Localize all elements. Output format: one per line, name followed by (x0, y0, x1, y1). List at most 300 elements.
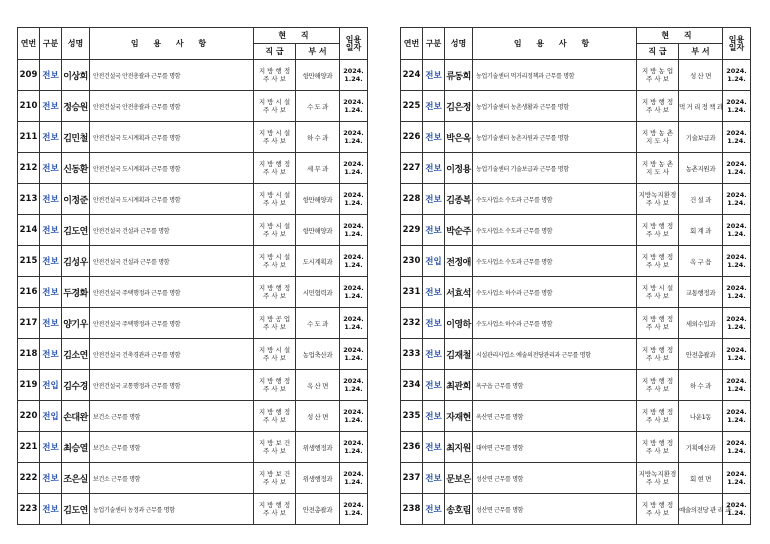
row-date-line1: 2024. (726, 315, 747, 323)
row-rank-line2: 주 사 보 (646, 385, 669, 393)
row-date-line2: 1.24. (344, 168, 363, 176)
row-date-line1: 2024. (726, 439, 747, 447)
row-division: 전보 (40, 122, 62, 153)
row-number: 219 (18, 370, 40, 401)
row-date (340, 432, 368, 463)
row-rank-line2: 주 사 보 (646, 292, 669, 300)
row-name: 전정애 (445, 246, 473, 277)
row-appointment: 농업기술센터 농촌생활과 근무를 명함 (473, 91, 637, 122)
row-dept: 하 수 과 (296, 122, 340, 153)
row-appointment: 옥구읍 근무를 명함 (473, 370, 637, 401)
row-rank-line2: 주 사 보 (646, 323, 669, 331)
row-rank-line1: 지 방 시 설 (258, 346, 291, 354)
row-dept: 위생행정과 (296, 432, 340, 463)
row-date-line2: 1.24. (344, 323, 363, 331)
row-division: 전보 (40, 308, 62, 339)
table-row (401, 370, 751, 401)
table-row (401, 91, 751, 122)
row-date-line2: 1.24. (727, 354, 746, 362)
row-name: 신동환 (62, 153, 90, 184)
row-date-line1: 2024. (343, 501, 364, 509)
row-number: 229 (401, 215, 423, 246)
table-row (18, 277, 368, 308)
row-name: 김성우 (62, 246, 90, 277)
header-current: 현 직 (637, 28, 723, 44)
row-rank-line1: 지 방 행 정 (641, 253, 674, 261)
row-date-line1: 2024. (726, 377, 747, 385)
appointment-table-left (17, 27, 368, 525)
row-date-line1: 2024. (726, 67, 747, 75)
row-dept: 먹 거 리 정 책 과 (679, 91, 723, 122)
row-number: 214 (18, 215, 40, 246)
row-date-line1: 2024. (726, 253, 747, 261)
row-date-line2: 1.24. (727, 75, 746, 83)
row-division: 전보 (40, 91, 62, 122)
row-rank-line1: 지 방 행 정 (641, 222, 674, 230)
row-date-line1: 2024. (343, 222, 364, 230)
row-date-line2: 1.24. (344, 75, 363, 83)
row-rank-line2: 주 사 보 (646, 447, 669, 455)
row-division: 전보 (423, 339, 445, 370)
header-no: 연번 (18, 28, 40, 60)
row-division: 전보 (40, 246, 62, 277)
table-row (401, 277, 751, 308)
table-row (401, 432, 751, 463)
row-name: 조은실 (62, 463, 90, 494)
row-division: 전보 (40, 339, 62, 370)
row-division: 전보 (423, 91, 445, 122)
row-appointment: 농업기술센터 기술보급과 근무를 명함 (473, 153, 637, 184)
table-row (18, 339, 368, 370)
row-rank-line2: 주 사 보 (263, 354, 286, 362)
row-number: 221 (18, 432, 40, 463)
row-division: 전보 (40, 215, 62, 246)
table-row (401, 60, 751, 91)
row-rank-line1: 지 방 보 건 (258, 470, 291, 478)
row-date-line1: 2024. (726, 408, 747, 416)
table-row (401, 401, 751, 432)
row-date (723, 432, 751, 463)
row-date-line2: 1.24. (727, 447, 746, 455)
appointment-table-right (400, 27, 751, 525)
row-number: 227 (401, 153, 423, 184)
row-date (723, 370, 751, 401)
row-appointment: 안전건설국 주택행정과 근무를 명함 (90, 277, 254, 308)
row-rank-line2: 주 사 보 (646, 354, 669, 362)
header-dept: 부 서 (296, 44, 340, 60)
row-date-line1: 2024. (343, 346, 364, 354)
header-date (340, 28, 368, 60)
row-rank (637, 494, 679, 525)
row-number: 216 (18, 277, 40, 308)
row-name: 김은정 (445, 91, 473, 122)
table-row (18, 401, 368, 432)
row-appointment: 안전건설국 도시계획과 근무를 명함 (90, 184, 254, 215)
row-rank (637, 463, 679, 494)
row-date (723, 91, 751, 122)
row-rank-line2: 주 사 보 (646, 75, 669, 83)
row-rank-line1: 지 방 시 설 (258, 191, 291, 199)
row-dept: 세 무 과 (296, 153, 340, 184)
row-appointment: 성산면 근무를 명함 (473, 463, 637, 494)
row-dept: 세외수입과 (679, 308, 723, 339)
row-rank-line2: 주 사 보 (263, 75, 286, 83)
row-appointment: 안전건설국 건설과 근무를 명함 (90, 215, 254, 246)
row-rank-line2: 주 사 보 (263, 261, 286, 269)
row-rank-line1: 지 방 행 정 (641, 98, 674, 106)
header-appointment: 임 용 사 항 (473, 28, 637, 60)
table-row (18, 370, 368, 401)
row-name: 이영하 (445, 308, 473, 339)
row-rank-line2: 주 사 보 (263, 137, 286, 145)
row-dept: 수 도 과 (296, 308, 340, 339)
row-rank-line1: 지 방 농 업 (641, 67, 674, 75)
row-division: 전보 (40, 184, 62, 215)
row-number: 212 (18, 153, 40, 184)
table-row (401, 246, 751, 277)
row-division: 전보 (40, 153, 62, 184)
row-name: 김수경 (62, 370, 90, 401)
row-appointment: 대야면 근무를 명함 (473, 432, 637, 463)
header-division: 구분 (423, 28, 445, 60)
row-dept: 옥 구 읍 (679, 246, 723, 277)
row-name: 최승열 (62, 432, 90, 463)
row-number: 209 (18, 60, 40, 91)
row-date-line2: 1.24. (727, 199, 746, 207)
table-row (401, 215, 751, 246)
row-dept: 안전총괄과 (679, 339, 723, 370)
row-division: 전보 (40, 60, 62, 91)
row-rank (637, 308, 679, 339)
row-date-line1: 2024. (343, 129, 364, 137)
row-rank (254, 370, 296, 401)
header-rank: 직 급 (254, 44, 296, 60)
row-number: 223 (18, 494, 40, 525)
row-rank-line1: 지 방 시 설 (258, 129, 291, 137)
row-dept: 성 산 면 (679, 60, 723, 91)
row-rank-line1: 지 방 시 설 (258, 222, 291, 230)
row-appointment: 수도사업소 수도과 근무를 명함 (473, 246, 637, 277)
row-rank-line2: 주 사 보 (263, 509, 286, 517)
row-date-line2: 1.24. (727, 478, 746, 486)
header-appointment: 임 용 사 항 (90, 28, 254, 60)
row-date-line1: 2024. (343, 160, 364, 168)
row-rank (637, 122, 679, 153)
row-rank (637, 339, 679, 370)
row-appointment: 옥산면 근무를 명함 (473, 401, 637, 432)
row-number: 222 (18, 463, 40, 494)
row-date-line1: 2024. (726, 160, 747, 168)
row-rank-line2: 주 사 보 (263, 416, 286, 424)
row-date (723, 215, 751, 246)
row-date (340, 91, 368, 122)
row-date-line2: 1.24. (344, 106, 363, 114)
row-date-line1: 2024. (343, 439, 364, 447)
row-appointment: 안전건설국 건축경관과 근무를 명함 (90, 339, 254, 370)
row-date (340, 277, 368, 308)
row-dept: 안전총괄과 (296, 494, 340, 525)
row-date-line2: 1.24. (344, 230, 363, 238)
row-rank-line1: 지 방 농 촌 (641, 160, 674, 168)
row-rank (254, 494, 296, 525)
table-row (18, 153, 368, 184)
row-date-line2: 1.24. (727, 416, 746, 424)
row-date (723, 184, 751, 215)
row-date (340, 339, 368, 370)
row-rank-line2: 지 도 사 (646, 137, 669, 145)
row-date (723, 308, 751, 339)
row-rank-line2: 주 사 보 (263, 323, 286, 331)
row-name: 박은옥 (445, 122, 473, 153)
row-date-line2: 1.24. (344, 478, 363, 486)
row-rank (637, 215, 679, 246)
row-name: 김재철 (445, 339, 473, 370)
row-name: 박순주 (445, 215, 473, 246)
row-rank-line1: 지 방 행 정 (641, 377, 674, 385)
row-rank-line1: 지 방 시 설 (641, 284, 674, 292)
row-division: 전입 (40, 370, 62, 401)
row-date (340, 308, 368, 339)
row-rank-line2: 주 사 보 (263, 292, 286, 300)
row-dept: 회 현 면 (679, 463, 723, 494)
row-name: 송호림 (445, 494, 473, 525)
row-appointment: 성산면 근무를 명함 (473, 494, 637, 525)
row-appointment: 수도사업소 하수과 근무를 명함 (473, 308, 637, 339)
row-appointment: 수도사업소 하수과 근무를 명함 (473, 277, 637, 308)
row-date-line1: 2024. (726, 129, 747, 137)
row-name: 손대완 (62, 401, 90, 432)
row-division: 전보 (423, 463, 445, 494)
row-number: 210 (18, 91, 40, 122)
row-dept: 위생행정과 (296, 463, 340, 494)
row-rank-line1: 지 방 행 정 (258, 408, 291, 416)
row-number: 211 (18, 122, 40, 153)
row-date-line1: 2024. (726, 346, 747, 354)
row-name: 이정용 (445, 153, 473, 184)
row-rank-line1: 지 방 행 정 (641, 315, 674, 323)
row-dept: 농업축산과 (296, 339, 340, 370)
row-name: 김민철 (62, 122, 90, 153)
row-rank-line1: 지 방 행 정 (641, 439, 674, 447)
row-number: 228 (401, 184, 423, 215)
row-date-line2: 1.24. (727, 137, 746, 145)
table-row (401, 122, 751, 153)
row-appointment: 보건소 근무를 명함 (90, 463, 254, 494)
row-rank (254, 184, 296, 215)
row-rank (254, 401, 296, 432)
row-date (340, 370, 368, 401)
row-date (340, 246, 368, 277)
row-number: 236 (401, 432, 423, 463)
row-rank (254, 122, 296, 153)
header-name: 성명 (62, 28, 90, 60)
table-row (401, 494, 751, 525)
row-rank-line1: 지 방 행 정 (641, 408, 674, 416)
header-current: 현 직 (254, 28, 340, 44)
row-number: 224 (401, 60, 423, 91)
table-row (18, 432, 368, 463)
row-number: 230 (401, 246, 423, 277)
row-rank (254, 246, 296, 277)
row-dept: 항만해양과 (296, 215, 340, 246)
row-rank (637, 91, 679, 122)
header-rank: 직 급 (637, 44, 679, 60)
row-rank (254, 91, 296, 122)
row-dept: 농촌지원과 (679, 153, 723, 184)
row-appointment: 안전건설국 도시계획과 근무를 명함 (90, 153, 254, 184)
header-dept: 부 서 (679, 44, 723, 60)
row-date-line1: 2024. (343, 191, 364, 199)
row-number: 238 (401, 494, 423, 525)
row-date-line2: 1.24. (344, 292, 363, 300)
row-number: 237 (401, 463, 423, 494)
row-rank-line1: 지 방 행 정 (258, 160, 291, 168)
row-rank (637, 184, 679, 215)
row-date-line2: 1.24. (727, 261, 746, 269)
row-dept: 옥 산 면 (296, 370, 340, 401)
row-number: 232 (401, 308, 423, 339)
row-rank-line2: 주 사 보 (263, 168, 286, 176)
row-rank (254, 339, 296, 370)
row-rank (254, 60, 296, 91)
row-rank-line2: 주 사 보 (263, 230, 286, 238)
row-date-line2: 1.24. (727, 509, 746, 517)
row-date (723, 246, 751, 277)
row-rank (637, 60, 679, 91)
row-rank-line1: 지 방 행 정 (641, 346, 674, 354)
row-rank-line2: 주 사 보 (263, 199, 286, 207)
row-date-line2: 1.24. (344, 509, 363, 517)
row-date-line1: 2024. (726, 284, 747, 292)
row-rank (254, 308, 296, 339)
row-name: 김도연 (62, 494, 90, 525)
row-date-line2: 1.24. (727, 230, 746, 238)
header-name: 성명 (445, 28, 473, 60)
row-dept: 항만해양과 (296, 184, 340, 215)
row-date (340, 184, 368, 215)
header-no: 연번 (401, 28, 423, 60)
row-number: 234 (401, 370, 423, 401)
row-appointment: 보건소 근무를 명함 (90, 432, 254, 463)
row-date-line1: 2024. (343, 470, 364, 478)
row-rank (637, 246, 679, 277)
row-date-line1: 2024. (726, 470, 747, 478)
row-rank-line2: 지 도 사 (646, 168, 669, 176)
row-appointment: 안전건설국 주택행정과 근무를 명함 (90, 308, 254, 339)
row-date-line1: 2024. (726, 222, 747, 230)
table-body-left (18, 60, 368, 525)
row-appointment: 시설관리사업소 예술의전당관리과 근무를 명함 (473, 339, 637, 370)
row-date-line2: 1.24. (727, 323, 746, 331)
row-date-line1: 2024. (726, 98, 747, 106)
row-name: 정승원 (62, 91, 90, 122)
row-division: 전보 (40, 277, 62, 308)
row-date (340, 153, 368, 184)
row-rank-line2: 주 사 보 (646, 199, 669, 207)
row-name: 문보은 (445, 463, 473, 494)
row-appointment: 농업기술센터 먹거리정책과 근무를 명함 (473, 60, 637, 91)
row-name: 최지원 (445, 432, 473, 463)
row-division: 전보 (423, 153, 445, 184)
row-dept: 회 계 과 (679, 215, 723, 246)
table-row (401, 153, 751, 184)
row-date (723, 339, 751, 370)
row-date-line2: 1.24. (727, 292, 746, 300)
row-rank (637, 401, 679, 432)
row-number: 218 (18, 339, 40, 370)
row-rank-line2: 주 사 보 (646, 509, 669, 517)
row-date-line1: 2024. (343, 315, 364, 323)
row-rank-line1: 지 방 농 촌 (641, 129, 674, 137)
row-rank (254, 432, 296, 463)
row-name: 이상희 (62, 60, 90, 91)
row-division: 전입 (40, 401, 62, 432)
row-name: 자재현 (445, 401, 473, 432)
row-date-line1: 2024. (343, 284, 364, 292)
row-dept: 건 설 과 (679, 184, 723, 215)
row-date (723, 60, 751, 91)
row-rank-line2: 주 사 보 (263, 447, 286, 455)
row-rank (254, 215, 296, 246)
row-rank (254, 153, 296, 184)
row-name: 두경화 (62, 277, 90, 308)
row-date-line2: 1.24. (344, 354, 363, 362)
row-number: 220 (18, 401, 40, 432)
row-date-line2: 1.24. (727, 168, 746, 176)
table-row (401, 339, 751, 370)
row-dept: 항만해양과 (296, 60, 340, 91)
row-rank-line2: 주 사 보 (263, 106, 286, 114)
row-rank-line1: 지 방 행 정 (258, 377, 291, 385)
row-rank (637, 370, 679, 401)
row-rank-line1: 지 방 행 정 (258, 284, 291, 292)
row-name: 이정준 (62, 184, 90, 215)
header-date-line2: 일자 (728, 42, 745, 52)
table-row (18, 494, 368, 525)
row-date (340, 60, 368, 91)
row-rank (637, 277, 679, 308)
row-appointment: 안전건설국 안전총괄과 근무를 명함 (90, 91, 254, 122)
row-rank-line1: 지 방 시 설 (258, 253, 291, 261)
row-division: 전보 (423, 494, 445, 525)
row-rank-line1: 지 방 공 업 (258, 315, 291, 323)
row-appointment: 보건소 근무를 명함 (90, 401, 254, 432)
row-number: 215 (18, 246, 40, 277)
table-row (401, 184, 751, 215)
row-appointment: 농업기술센터 농촌지원과 근무를 명함 (473, 122, 637, 153)
row-date (340, 215, 368, 246)
row-rank-line2: 주 사 보 (646, 416, 669, 424)
row-appointment: 수도사업소 수도과 근무를 명함 (473, 215, 637, 246)
row-division: 전보 (40, 494, 62, 525)
row-division: 전보 (423, 122, 445, 153)
row-dept: 예술의전당 관 리 과 (679, 494, 723, 525)
row-date-line2: 1.24. (344, 261, 363, 269)
row-number: 217 (18, 308, 40, 339)
row-rank-line2: 주 사 보 (646, 230, 669, 238)
row-dept: 교통행정과 (679, 277, 723, 308)
table-row (18, 463, 368, 494)
row-date (723, 401, 751, 432)
row-rank-line1: 지방녹지환경 (638, 191, 677, 199)
table-row (18, 91, 368, 122)
row-date (340, 122, 368, 153)
row-date (340, 494, 368, 525)
row-division: 전보 (423, 215, 445, 246)
row-division: 전보 (423, 370, 445, 401)
row-division: 전보 (40, 432, 62, 463)
row-name: 서효석 (445, 277, 473, 308)
